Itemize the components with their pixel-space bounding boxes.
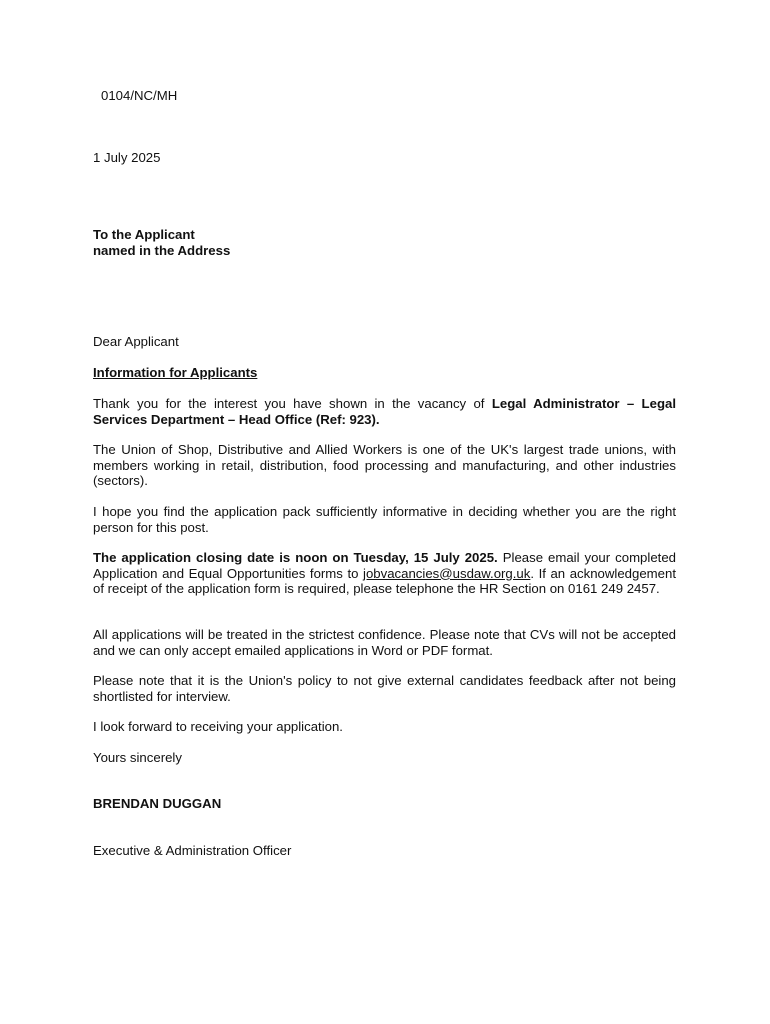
paragraph-feedback-policy: Please note that it is the Union's policy to not give external candidates feedback after not being shortlisted for interview. — [93, 673, 676, 704]
paragraph-application-pack: I hope you find the application pack sufficiently informative in deciding whether you are the right person for this post. — [93, 504, 676, 535]
recipient-address — [93, 227, 676, 258]
paragraph-confidentiality: All applications will be treated in the strictest confidence. Please note that CVs will not be accepted and we can only accept emailed applications in Word or PDF format. — [93, 627, 676, 658]
paragraph-look-forward: I look forward to receiving your application. — [93, 719, 343, 734]
address-line-2: named in the Address — [93, 242, 231, 258]
paragraph-union-info: The Union of Shop, Distributive and Allied Workers is one of the UK's largest trade unions, with members working in retail, distribution, food processing and manufacturing, and other industries (sectors). — [93, 442, 676, 489]
paragraph-vacancy-text: Thank you for the interest you have shown in the vacancy of — [93, 396, 492, 411]
vacancy-title: Legal Administrator – Legal Services Department – Head Office (Ref: 923). — [93, 396, 676, 427]
email-link[interactable]: jobvacancies@usdaw.org.uk — [363, 565, 531, 581]
closing-date-text-a: Please email your completed Application and Equal Opportunities forms to — [93, 550, 676, 581]
address-line-1: To the Applicant — [93, 227, 195, 242]
reference-code: 0104/NC/MH — [101, 88, 178, 103]
signer-name: BRENDAN DUGGAN — [93, 796, 222, 811]
letter-heading: Information for Applicants — [93, 365, 258, 380]
letter-date: 1 July 2025 — [93, 150, 161, 165]
closing-line: Yours sincerely — [93, 750, 182, 765]
paragraph-vacancy — [93, 396, 676, 427]
salutation: Dear Applicant — [93, 334, 179, 349]
closing-date-statement: The application closing date is noon on Tuesday, 15 July 2025. — [93, 550, 498, 565]
closing-date-text-b: . If an acknowledgement of receipt of the application form is required, please telephone the HR Section on 0161 249 2457. — [93, 565, 676, 597]
signer-title: Executive & Administration Officer — [93, 843, 292, 858]
paragraph-closing-date — [93, 550, 676, 597]
